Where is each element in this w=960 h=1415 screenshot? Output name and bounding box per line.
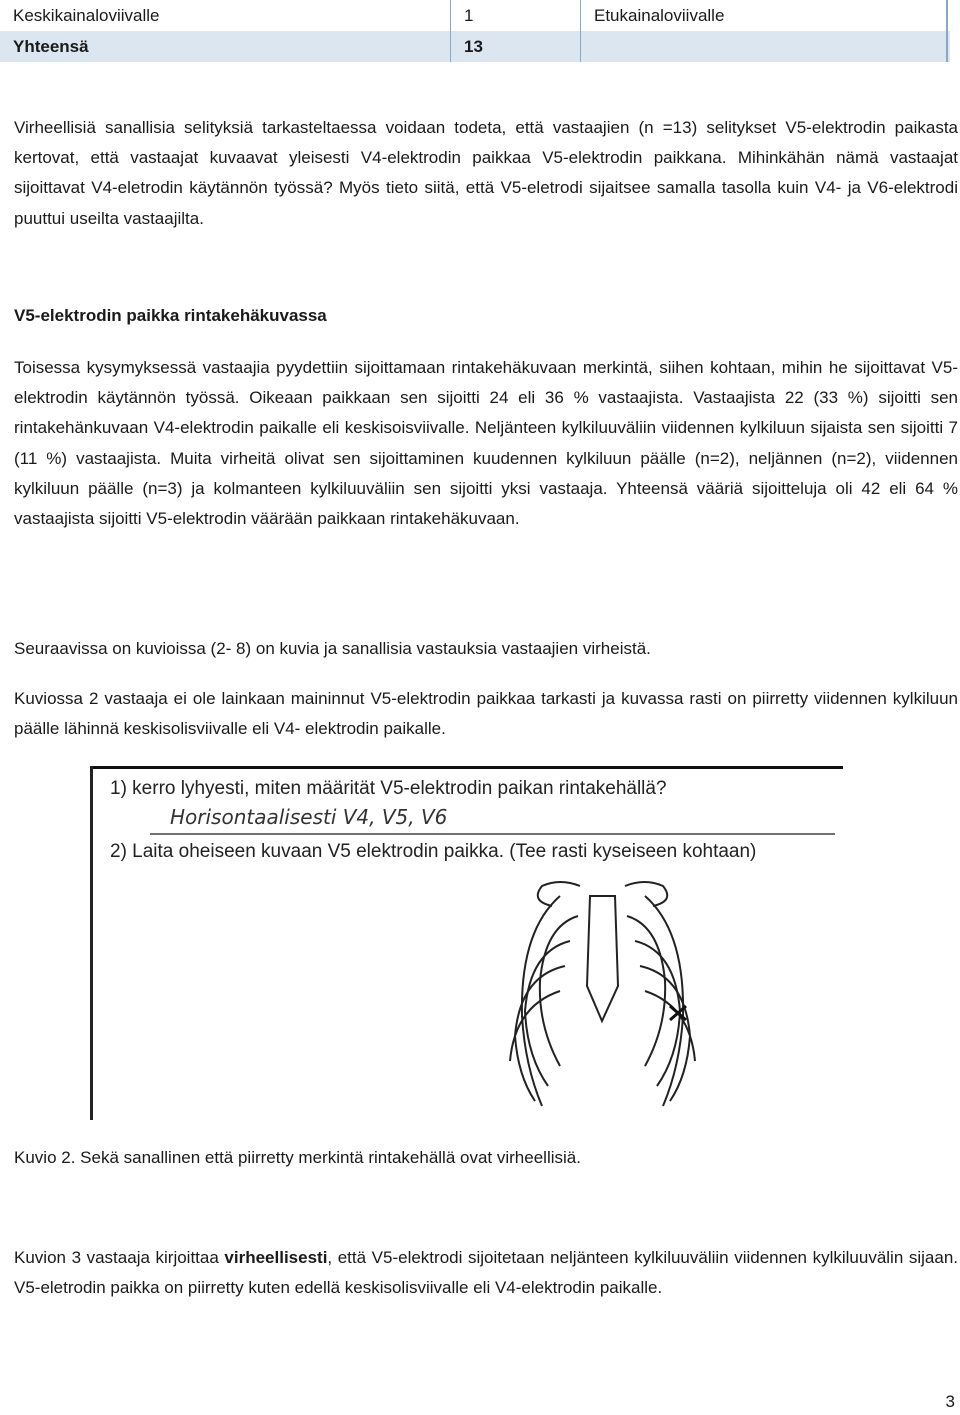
paragraph-text: , että V5-elektrodi sijoitetaan neljänteen kylkiluuväliin viidennen kylkiluuvälin sijaan. V5-eletrodin paikka on piirretty kuten edellä keskisolisviivalle eli V4-elektrodin paikalle.: [14, 1248, 959, 1298]
ribcage-drawing: [510, 882, 695, 1106]
paragraph-figure3-desc: [14, 1243, 958, 1303]
table-cell: Etukainaloviivalle: [580, 0, 948, 31]
table-row: [0, 0, 950, 31]
table-cell: Yhteensä: [13, 36, 89, 56]
table-cell: [580, 31, 948, 62]
paragraph-figure2-desc: Kuviossa 2 vastaaja ei ole lainkaan maininnut V5-elektrodin paikkaa tarkasti ja kuvassa rasti on piirretty viidennen kylkiluun päälle lähinnä keskisolisviivalle eli V4- elektrodin paikalle.: [14, 689, 958, 739]
paragraph-results: Toisessa kysymyksessä vastaajia pyydettiin sijoittamaan rintakehäkuvaan merkintä, siihen kohtaan, mihin he sijoittavat V5-elektrodin käytännön työssä. Oikeaan paikkaan sen sijoitti 24 eli 36 % vastaajista. Vastaajista 22 (33 %) sijoitti sen rintakehänkuvaan V4-elektrodin paikalle eli keskisoisviivalle. Neljänteen kylkiluuväliin viidennen kylkiluun sijaista sen sijoitti 7 (11 %) vastaajista. Muita virheitä olivat sen sijoittaminen kuudennen kylkiluun päälle (n=2), neljännen (n=2), viidennen kylkiluun päälle (n=3) ja kolmanteen kylkiluuväliin sen sijoitti yksi vastaaja. Yhteensä vääriä sijoitteluja oli 42 eli 64 % vastaajista sijoitti V5-elektrodin väärään paikkaan rintakehäkuvaan.: [14, 358, 958, 529]
figure-caption: Kuvio 2. Sekä sanallinen että piirretty merkintä rintakehällä ovat virheellisiä.: [14, 1148, 581, 1167]
table-cell: 13: [450, 31, 580, 62]
left-border: [90, 766, 93, 1120]
questionnaire-scan: [90, 766, 843, 1120]
paragraph-figures-intro: Seuraavissa on kuvioissa (2- 8) on kuvia ja sanallisia vastauksia vastaajien virheistä.: [14, 639, 651, 658]
table-cell: 1: [450, 0, 580, 31]
table-row-total: [0, 31, 950, 62]
scanned-questionnaire-figure: [90, 766, 843, 1120]
paragraph-errors-intro: Virheellisiä sanallisia selityksiä tarkasteltaessa voidaan todeta, että vastaajien (n =13) selitykset V5-elektrodin paikasta kertovat, että vastaajat kuvaavat yleisesti V4-elektrodin paikkaa V5-elektrodin paikkana. Mihinkähän nämä vastaajat sijoittavat V4-eletrodin käytännön työssä? Myös tieto siitä, että V5-eletrodi sijaitsee samalla tasolla kuin V4- ja V6-elektrodi puuttui useilta vastaajilta.: [14, 118, 958, 228]
table-cell: Keskikainaloviivalle: [13, 5, 160, 25]
top-border: [90, 766, 843, 769]
handwritten-answer: Horisontaalisesti V4, V5, V6: [170, 805, 448, 829]
question-1: 1) kerro lyhyesti, miten määrität V5-elektrodin paikan rintakehällä?: [110, 778, 667, 799]
paragraph-text: Kuvion 3 vastaaja kirjoittaa: [14, 1248, 225, 1267]
section-heading: V5-elektrodin paikka rintakehäkuvassa: [14, 306, 327, 325]
emphasis-text: virheellisesti: [224, 1248, 328, 1267]
question-2: 2) Laita oheiseen kuvaan V5 elektrodin paikka. (Tee rasti kyseiseen kohtaan): [110, 841, 757, 862]
summary-table: [0, 0, 950, 62]
page-number: 3: [945, 1392, 955, 1411]
